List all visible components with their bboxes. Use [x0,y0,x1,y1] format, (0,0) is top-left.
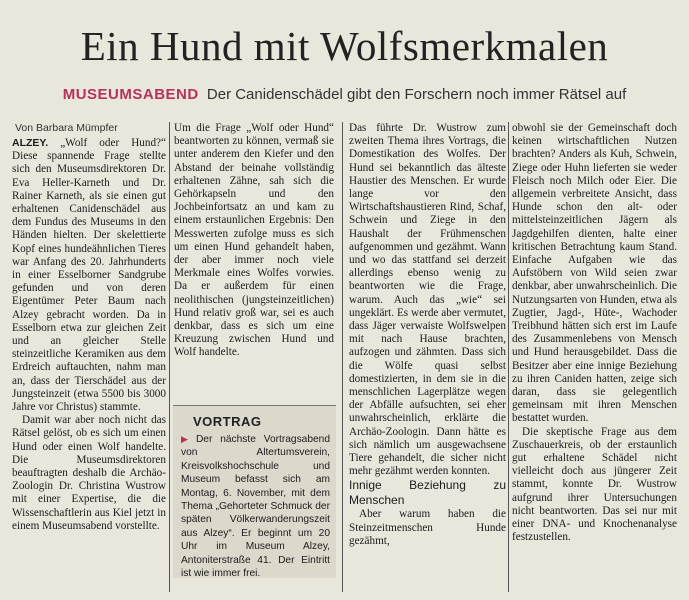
column-divider [342,122,343,592]
info-box [173,405,336,578]
kicker-line [0,86,689,104]
paragraph: Die skeptische Frage aus dem Zuschauerkreis, ob der erstaunlich gut erhaltene Schädel nicht vielleicht doch aus jüngerer Zeit stammt, konnte Dr. Wustrow aufgrund ihrer Untersuchungen nicht beantworten. Das sei nur mit einer DNA- und Knochenanalyse festzustellen. [512,425,677,544]
subheadline: Der Canidenschädel gibt den Forschern noch immer Rätsel auf [206,86,627,103]
kicker: MUSEUMSABEND [62,86,199,103]
paragraph: Aber warum haben die Steinzeitmenschen Hunde gezähmt, [349,508,506,547]
article-column-3 [349,122,506,548]
paragraph: Um die Frage „Wolf oder Hund“ beantworten zu können, vermaß sie unter anderem den Kiefer und den Abstand der beinahe vollständig erhaltenen Zähne, sah sich die Gehörkapseln und den Jochbeinfortsatz an und kam zu einem erstaunlichen Ergebnis: Den Messwerten zufolge muss es sich um einen Hund gehandelt haben, der aber immer noch viele Merkmale eines Wolfes vorwies. Da er außerdem für einen neolithischen (jungsteinzeitlichen) Hund relativ groß war, sei es auch denkbar, dass es sich um eine Kreuzung zwischen Hund und Wolf handelte. [174,122,334,359]
paragraph: obwohl sie der Gemeinschaft doch keinen wirtschaftlichen Nutzen brachten? Anders als Kuh, Schwein, Ziege oder Huhn lieferten sie weder Fleisch noch Milch oder Eier. Die allgemein verbreitete Ansicht, dass Hunde schon den alt- oder mittelsteinzeitlichen Jägern als Jagdgehilfen dienten, halte einer kritischen Betrachtung kaum Stand. Einfache Aufgaben wie das Aufstöbern von Wild seien zwar denkbar, aber unwahrscheinlich. Die Nutzungsarten von Hunden, etwa als Zugtier, Jagd-, Hüte-, Wachoder Treibhund hätten sich erst im Laufe des Zusammenlebens von Mensch und Hund herausgebildet. Dass die Besitzer aber eine innige Beziehung zu ihren Caniden hatten, zeige sich daran, dass sie gelegentlich gemeinsam mit ihren Menschen bestattet wurden. [512,122,677,425]
triangle-bullet-icon: ▶ [181,434,193,444]
column-divider [508,122,509,592]
paragraph: Damit war aber noch nicht das Rätsel gelöst, ob es sich um einen Hund oder einen Wolf handelte. Die Museumsdirektoren beauftragten deshalb die Archäo-Zoologin Dr. Christina Wustrow mit einer Expertise, die die Wissenschaftlerin aus Kiel jetzt in einem Museumsabend vorstellte. [12,414,166,532]
paragraph: Das führte Dr. Wustrow zum zweiten Thema ihres Vortrags, die Domestikation des Wolfes. Der Hund sei bekanntlich das älteste Haustier des Menschen. Er wurde lange vor den Wirtschaftshaustieren Rind, Schaf, Schwein und Ziege in den Haushalt der Frühmenschen aufgenommen und gezähmt. Wann und wo das stattfand sei derzeit allerdings ebenso wenig zu beantworten wie die Frage, warum. Auch das „wie“ sei ungeklärt. Es werde aber vermutet, dass Jäger verwaiste Wolfswelpen mit nach Hause brachten, aufzogen und zähmten. Dass sich die Wölfe quasi selbst domestizierten, in dem sie in die menschlichen Lagerplätze wegen der Abfälle aufsuchten, sei eher unwahrscheinlich, erklärte die Archäo-Zoologin. Dann hätte es sich nämlich um ausgewachsene Tiere gehandelt, die sicher nicht mehr gezähmt werden konnten. [349,122,506,478]
headline: Ein Hund mit Wolfsmerkmalen [80,23,609,69]
article-column-1 [12,137,166,533]
info-box-title: VORTRAG [193,414,262,429]
intertitle: Innige Beziehung zu Menschen [349,478,506,508]
article-column-4 [512,122,677,545]
column-divider [169,122,170,592]
byline: Von Barbara Mümpfer [15,122,118,134]
paragraph: ALZEY. „Wolf oder Hund?“ Diese spannende Frage stellte sich den Museumsdirektoren Dr. Eva Heller-Karneth und Dr. Rainer Karneth, als sie einen gut erhaltenen Canidenschädel aus dem Fundus des Museums in den Händen hielten. Der skelettierte Kopf eines hundeähnlichen Tieres war Anfang des 20. Jahrhunderts in einer Esselborner Sandgrube gefunden und von deren Eigentümer Peter Baum nach Alzey gebracht worden. Da in Esselborn etwa zur gleichen Zeit und an gleicher Stelle steinzeitliche Keramiken aus dem Erdreich auftauchten, nahm man an, dass der Tierschädel aus der Jungsteinzeit (etwa 5500 bis 3000 Jahre vor Christus) stammte. [12,137,166,414]
info-box-text: ▶ Der nächste Vortragsabend von Altertumsverein, Kreisvolkshochschule und Museum befasst sich am Montag, 6. November, mit dem Thema „Gehorteter Schmuck der späten Völkerwanderungszeit aus Alzey“. Er beginnt um 20 Uhr im Museum Alzey, Antoniterstraße 41. Der Eintritt ist wie immer frei. [181,434,330,580]
article-column-2 [174,122,334,360]
dateline: ALZEY. [12,137,49,149]
